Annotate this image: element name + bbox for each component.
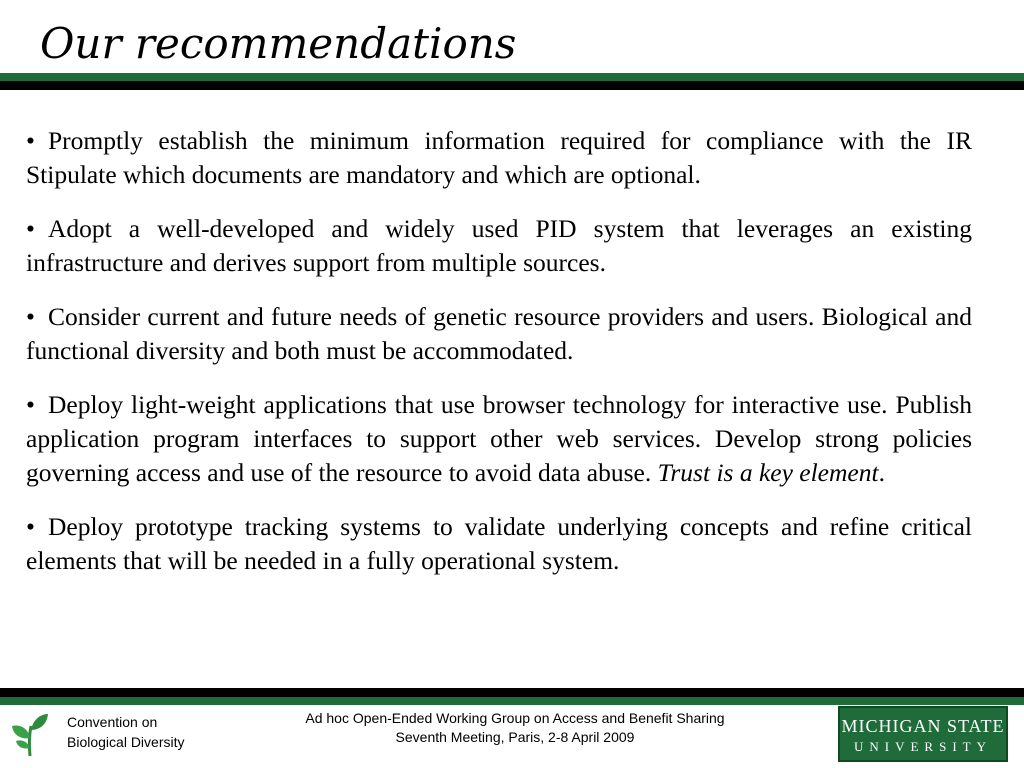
footer-organization-line2: Biological Diversity [67, 734, 185, 750]
bullet-item [26, 510, 972, 578]
header-divider-black [0, 81, 1024, 90]
bullet-text: Deploy prototype tracking systems to validate underlying concepts and refine critical elements that will be needed in a fully operational system. [26, 512, 972, 575]
header-divider [0, 73, 1024, 90]
bullet-marker: • [26, 302, 35, 331]
bullet-marker: • [26, 214, 35, 243]
bullet-marker: • [26, 512, 35, 541]
bullet-item [26, 300, 972, 368]
slide-title: Our recommendations [40, 19, 517, 68]
footer-organization [67, 712, 184, 752]
footer-divider-green [0, 697, 1024, 705]
bullet-marker: • [26, 390, 35, 419]
bullet-marker: • [26, 126, 35, 155]
bullet-item [26, 212, 972, 280]
bullet-item [26, 124, 972, 192]
footer-meeting-line2: Seventh Meeting, Paris, 2-8 April 2009 [395, 729, 635, 745]
footer-divider [0, 688, 1024, 705]
footer-divider-black [0, 688, 1024, 697]
bullet-item [26, 388, 972, 490]
footer-meeting [250, 709, 780, 747]
footer-organization-line1: Convention on [67, 714, 158, 730]
bullet-text: Deploy light-weight applications that use browser technology for interactive use. Publish application program interfaces to support other web services. Develop strong policies governing access and use of the resource to avoid data abuse. [26, 390, 972, 487]
bullet-tail: . [878, 458, 885, 487]
bullet-text: Adopt a well-developed and widely used PID system that leverages an existing infrastructure and derives support from multiple sources. [26, 214, 972, 277]
msu-logo [838, 706, 1008, 762]
bullet-emphasis: Trust is a key element [657, 458, 879, 487]
bullet-text: Promptly establish the minimum information required for compliance with the IR Stipulate which documents are mandatory and which are optional. [26, 126, 972, 189]
bullet-list [26, 124, 972, 598]
header-divider-green [0, 73, 1024, 81]
cbd-leaf-logo-icon [10, 708, 50, 758]
msu-logo-line2: UNIVERSITY [854, 739, 992, 754]
footer-meeting-line1: Ad hoc Open-Ended Working Group on Access and Benefit Sharing [305, 710, 725, 726]
msu-logo-line1: MICHIGAN STATE [841, 716, 1005, 736]
bullet-text: Consider current and future needs of genetic resource providers and users. Biological and functional diversity and both must be accommodated. [26, 302, 972, 365]
